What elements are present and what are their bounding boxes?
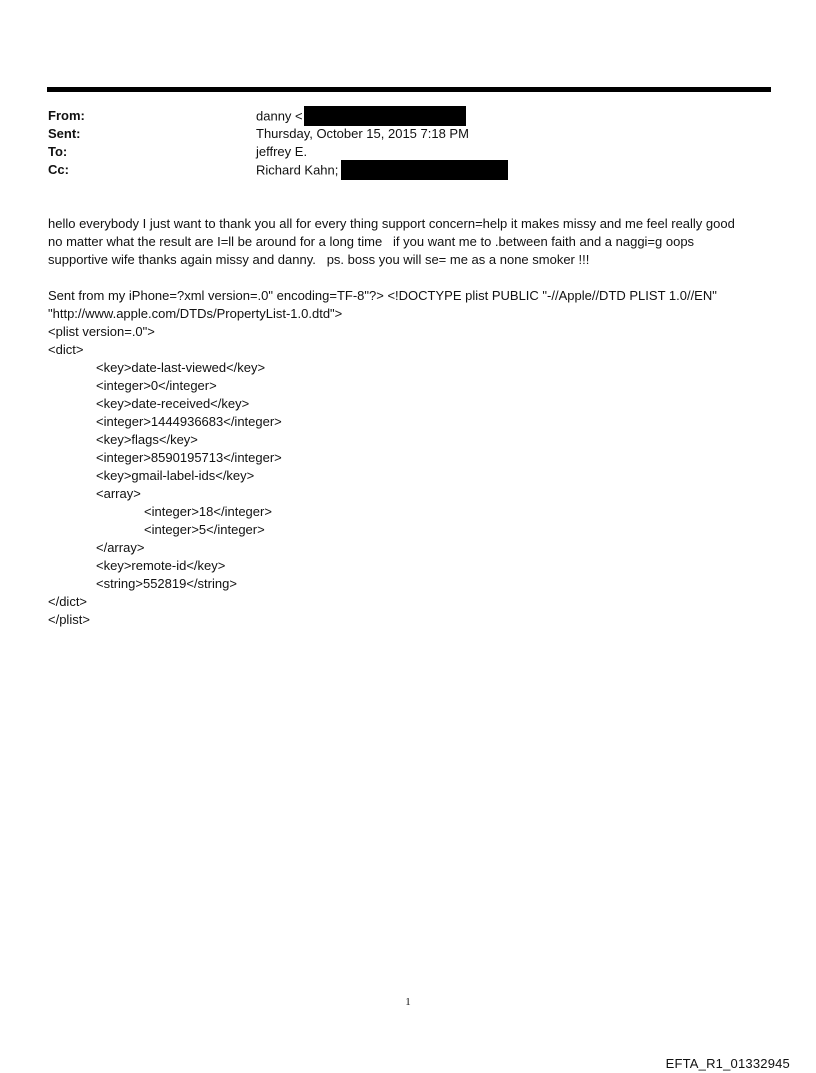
from-sender: danny < — [256, 108, 303, 124]
plist-line: <array> — [96, 486, 141, 501]
signature-line: <dict> — [48, 342, 84, 357]
signature-line: Sent from my iPhone=?xml version=.0" encoding=TF-8"?> <!DOCTYPE plist PUBLIC "-//Apple//DTD PLIST 1.0//EN" — [48, 288, 717, 303]
plist-line: <integer>0</integer> — [96, 378, 217, 393]
plist-line: <integer>1444936683</integer> — [96, 414, 282, 429]
plist-line: <string>552819</string> — [96, 576, 237, 591]
header-divider — [47, 87, 771, 92]
redaction-box-from — [304, 106, 466, 126]
from-label: From: — [48, 108, 85, 123]
message-paragraph — [48, 215, 778, 269]
plist-line: <key>date-last-viewed</key> — [96, 360, 266, 375]
body-line: supportive wife thanks again missy and danny. ps. boss you will se= me as a none smoker !!! — [48, 252, 590, 267]
email-body — [48, 215, 778, 629]
paragraph-gap — [48, 269, 778, 287]
redaction-box-cc — [341, 160, 508, 180]
signature-block — [48, 287, 778, 359]
plist-line: </dict> — [48, 594, 88, 609]
sent-label: Sent: — [48, 126, 81, 141]
plist-block — [48, 359, 778, 629]
to-value: jeffrey E. — [256, 144, 308, 159]
plist-line: </plist> — [48, 612, 90, 627]
plist-line: <key>date-received</key> — [96, 396, 250, 411]
plist-line: </array> — [96, 540, 145, 555]
plist-line: <key>remote-id</key> — [96, 558, 226, 573]
from-value — [256, 107, 466, 127]
to-label: To: — [48, 144, 68, 159]
cc-recipient: Richard Kahn; — [256, 162, 339, 178]
plist-line: <integer>5</integer> — [144, 522, 265, 537]
cc-value — [256, 161, 508, 181]
page-number: 1 — [405, 996, 411, 1008]
body-line: hello everybody I just want to thank you all for every thing support concern=help it makes missy and me feel really good — [48, 216, 735, 231]
plist-line: <integer>18</integer> — [144, 504, 272, 519]
signature-line: <plist version=.0"> — [48, 324, 155, 339]
body-line: no matter what the result are I=ll be around for a long time if you want me to .between faith and a naggi=g oops — [48, 234, 695, 249]
cc-label: Cc: — [48, 162, 69, 177]
signature-line: "http://www.apple.com/DTDs/PropertyList-1.0.dtd"> — [48, 306, 343, 321]
plist-line: <key>gmail-label-ids</key> — [96, 468, 255, 483]
plist-line: <integer>8590195713</integer> — [96, 450, 282, 465]
plist-line: <key>flags</key> — [96, 432, 198, 447]
bates-number: EFTA_R1_01332945 — [665, 1056, 790, 1071]
sent-value: Thursday, October 15, 2015 7:18 PM — [256, 126, 469, 141]
